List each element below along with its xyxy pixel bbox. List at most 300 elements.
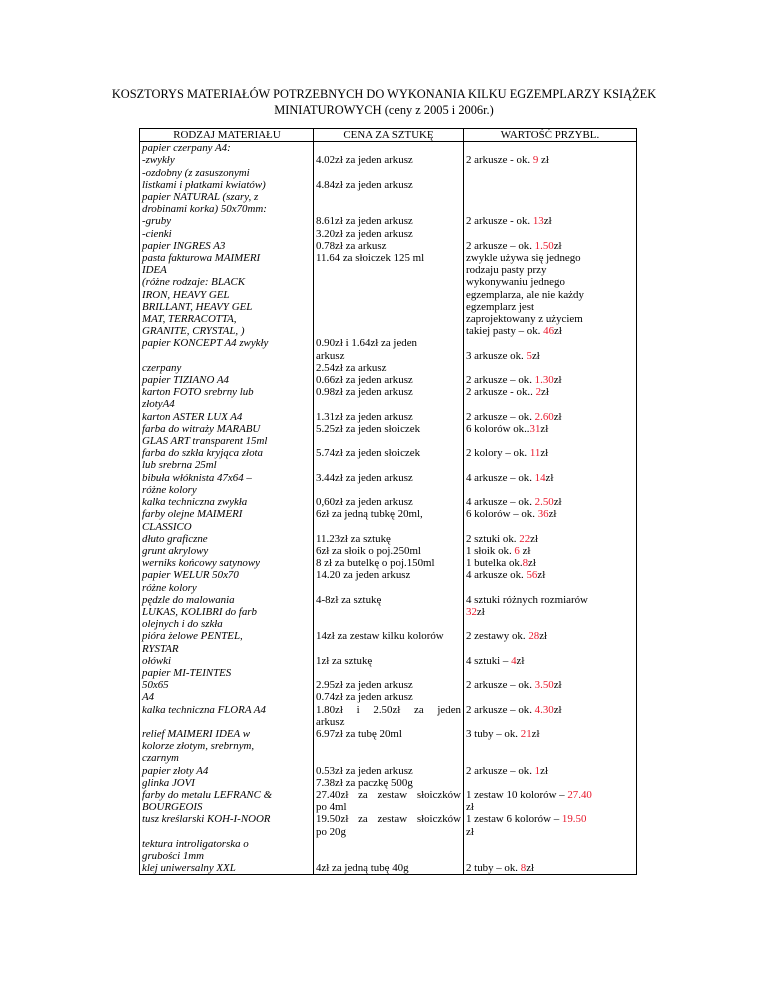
value-cell	[464, 789, 636, 813]
table-row	[139, 789, 637, 813]
value-line	[466, 630, 634, 642]
value-line	[466, 447, 634, 459]
price-line	[316, 643, 461, 655]
material-line: farba do witraży MARABU	[142, 422, 261, 435]
price-line: 2.95zł za jeden arkusz	[316, 679, 413, 692]
price-line	[316, 203, 461, 215]
value-text: zł	[553, 374, 562, 387]
value-line	[466, 301, 634, 313]
material-cell	[140, 533, 314, 545]
value-line	[466, 435, 634, 447]
material-cell	[140, 337, 314, 374]
value-line	[466, 594, 634, 606]
material-line: MAT, TERRACOTTA,	[142, 313, 237, 326]
material-cell	[140, 594, 314, 631]
price-line	[316, 289, 461, 301]
price-cell	[314, 447, 464, 471]
value-text: zł	[539, 630, 548, 643]
price-cell	[314, 374, 464, 386]
value-text: 2 tuby – ok.	[466, 862, 521, 875]
value-text: zł	[553, 410, 562, 423]
value-text: 4 arkusze – ok.	[466, 471, 535, 484]
material-line: papier TIZIANO A4	[142, 374, 229, 387]
material-cell	[140, 655, 314, 667]
value-line	[466, 582, 634, 594]
material-cell	[140, 496, 314, 508]
price-cell	[314, 704, 464, 728]
value-text: wykonywaniu jednego	[466, 276, 565, 289]
price-line: 0,60zł za jeden arkusz	[316, 496, 413, 509]
value-text: 4 arkusze – ok.	[466, 496, 535, 509]
material-cell	[140, 728, 314, 765]
value-cell	[464, 496, 636, 508]
value-line	[466, 374, 634, 386]
material-cell	[140, 508, 314, 532]
price-line: po 4ml	[316, 801, 347, 814]
price-line: 19.50zł za zestaw słoiczków	[316, 813, 461, 826]
price-cell	[314, 142, 464, 191]
material-line: farby do metalu LEFRANC &	[142, 788, 273, 801]
price-line: 0.78zł za arkusz	[316, 239, 387, 252]
value-text: 2 arkusze – ok.	[466, 374, 535, 387]
price-line	[316, 740, 461, 752]
value-line	[466, 350, 634, 362]
material-line: pasta fakturowa MAIMERI	[142, 252, 261, 265]
material-line: papier MI-TEINTES	[142, 666, 232, 679]
price-line: 4zł za jedną tubę 40g	[316, 862, 409, 875]
value-text: 2 arkusze – ok.	[466, 679, 535, 692]
value-line	[466, 423, 634, 435]
price-cell	[314, 337, 464, 374]
value-line	[466, 252, 634, 264]
material-line: papier złoty A4	[142, 764, 209, 777]
material-cell	[140, 630, 314, 654]
price-line	[316, 459, 461, 471]
price-line: 6zł za jedną tubkę 20ml,	[316, 508, 423, 521]
amount-value: 1.30	[534, 374, 554, 387]
value-cell	[464, 728, 636, 765]
value-text: zł	[537, 569, 546, 582]
value-text: 3 tuby – ok.	[466, 727, 521, 740]
document-title	[60, 86, 708, 118]
value-line	[466, 337, 634, 349]
amount-value: 6	[514, 544, 520, 557]
table-row	[139, 386, 637, 410]
value-text: 2 arkusze - ok.	[466, 154, 533, 167]
value-line	[466, 508, 634, 520]
material-line: relief MAIMERI IDEA w	[142, 727, 250, 740]
value-line	[466, 484, 634, 496]
value-text: zł	[526, 862, 535, 875]
material-cell	[140, 704, 314, 728]
value-text: zł	[530, 532, 539, 545]
value-line	[466, 752, 634, 764]
price-line: 8.61zł za jeden arkusz	[316, 215, 413, 228]
amount-value: 8	[520, 862, 527, 875]
material-cell	[140, 386, 314, 410]
price-line: 3.20zł za jeden arkusz	[316, 227, 413, 240]
table-row	[139, 704, 637, 728]
value-cell	[464, 252, 636, 337]
amount-value: 1	[534, 764, 541, 777]
price-line	[316, 191, 461, 203]
value-text: 2 arkusze – ok.	[466, 239, 535, 252]
value-text: zł	[466, 801, 474, 814]
price-line: 5.25zł za jeden słoiczek	[316, 422, 421, 435]
amount-value: 4.30	[534, 703, 554, 716]
price-cell	[314, 765, 464, 777]
table-row	[139, 411, 637, 423]
value-line	[466, 472, 634, 484]
material-line: RYSTAR	[142, 642, 179, 655]
value-cell	[464, 447, 636, 471]
material-line: różne kolory	[142, 483, 197, 496]
value-text: 1 słoik ok.	[466, 544, 515, 557]
amount-value: 27.40	[567, 788, 592, 801]
material-line: IDEA	[142, 264, 167, 277]
price-line	[316, 398, 461, 410]
value-text: zł	[531, 349, 540, 362]
amount-value: 5	[526, 349, 532, 362]
price-cell	[314, 508, 464, 532]
price-line	[316, 142, 461, 154]
material-cell	[140, 374, 314, 386]
table-row	[139, 557, 637, 569]
material-cell	[140, 838, 314, 862]
material-line: grubości 1mm	[142, 849, 205, 862]
price-line	[316, 850, 461, 862]
material-line: karton ASTER LUX A4	[142, 410, 243, 423]
price-cell	[314, 655, 464, 667]
material-cell	[140, 569, 314, 593]
price-cell	[314, 813, 464, 837]
value-cell	[464, 508, 636, 532]
value-text: zł	[545, 471, 554, 484]
price-cell	[314, 240, 464, 252]
value-text: zł	[554, 325, 562, 338]
value-cell	[464, 777, 636, 789]
value-text: 3 arkusze ok.	[466, 349, 527, 362]
value-line	[466, 191, 634, 203]
value-line	[466, 679, 634, 691]
material-line: różne kolory	[142, 581, 197, 594]
value-text: 4 arkusze ok.	[466, 569, 527, 582]
price-line	[316, 301, 461, 313]
table-row	[139, 533, 637, 545]
price-cell	[314, 728, 464, 765]
material-line: drobinami korka) 50x70mm:	[142, 203, 267, 216]
table-row	[139, 191, 637, 240]
amount-value: 32	[466, 605, 477, 618]
value-text: 1 zestaw 10 kolorów –	[466, 788, 568, 801]
table-row	[139, 374, 637, 386]
price-cell	[314, 789, 464, 813]
table-row	[139, 813, 637, 837]
value-text: zwykle używa się jednego	[466, 252, 581, 265]
value-cell	[464, 386, 636, 410]
value-text: zł	[548, 508, 557, 521]
price-line	[316, 435, 461, 447]
value-line	[466, 142, 634, 154]
table-row	[139, 508, 637, 532]
header-value: WARTOŚĆ PRZYBL.	[500, 129, 600, 141]
material-cell	[140, 240, 314, 252]
price-line: 27.40zł za zestaw słoiczków	[316, 788, 461, 801]
amount-value: 1.50	[534, 239, 554, 252]
value-text: takiej pasty – ok.	[466, 325, 544, 338]
value-line	[466, 850, 634, 862]
price-line: 0.74zł za jeden arkusz	[316, 691, 413, 704]
amount-value: 19.50	[561, 813, 587, 826]
table-header-row	[139, 128, 637, 142]
price-cell	[314, 411, 464, 423]
value-line	[466, 325, 634, 337]
material-line: glinka JOVI	[142, 776, 195, 789]
material-line	[142, 716, 312, 728]
value-line	[466, 533, 634, 545]
price-line: po 20g	[316, 825, 346, 838]
price-line	[316, 313, 461, 325]
cost-table	[139, 128, 637, 875]
material-line: papier WELUR 50x70	[142, 569, 239, 582]
table-row	[139, 569, 637, 593]
material-line: papier czerpany A4:	[142, 142, 231, 155]
material-line: pióra żelowe PENTEL,	[142, 630, 243, 643]
price-cell	[314, 557, 464, 569]
amount-value: 11	[529, 447, 541, 460]
price-line: 6.97zł za tubę 20ml	[316, 727, 402, 740]
value-text: 2 arkusze – ok.	[466, 703, 535, 716]
table-row	[139, 838, 637, 862]
price-line: 8 zł za butelkę o poj.150ml	[316, 557, 435, 570]
material-line: papier NATURAL (szary, z	[142, 191, 259, 204]
value-text: zł	[528, 557, 536, 570]
value-text: zł	[476, 605, 485, 618]
material-cell	[140, 765, 314, 777]
value-text: 2 zestawy ok.	[466, 630, 529, 643]
value-line	[466, 801, 634, 813]
value-line	[466, 862, 634, 874]
price-cell	[314, 630, 464, 654]
title-line-2: MINIATUROWYCH (ceny z 2005 i 2006r.)	[274, 103, 494, 117]
price-cell	[314, 777, 464, 789]
value-text: 2 arkusze - ok..	[466, 386, 536, 399]
price-line	[316, 325, 461, 337]
value-text: 1 zestaw 6 kolorów –	[466, 813, 562, 826]
value-text: zł	[538, 154, 549, 167]
value-text: zł	[531, 727, 540, 740]
material-line: LUKAS, KOLIBRI do farb	[142, 605, 257, 618]
material-line	[142, 350, 312, 362]
value-text: zł	[516, 654, 525, 667]
price-cell	[314, 533, 464, 545]
value-text: zł	[540, 422, 549, 435]
value-text: zaprojektowany z użyciem	[466, 313, 583, 326]
material-line: papier KONCEPT A4 zwykły	[142, 337, 269, 350]
table-row	[139, 655, 637, 667]
value-cell	[464, 423, 636, 447]
price-line	[316, 752, 461, 764]
material-line: olejnych i do szkła	[142, 618, 223, 631]
value-line	[466, 545, 634, 557]
price-cell	[314, 386, 464, 410]
value-line	[466, 765, 634, 777]
amount-value: 2.60	[534, 410, 554, 423]
value-text: 6 kolorów – ok.	[466, 508, 538, 521]
value-text: egzemplarza, ale nie każdy	[466, 288, 584, 301]
price-cell	[314, 838, 464, 862]
price-cell	[314, 569, 464, 593]
value-cell	[464, 838, 636, 862]
value-line	[466, 777, 634, 789]
header-material: RODZAJ MATERIAŁU	[140, 129, 314, 141]
amount-value: 22	[519, 532, 531, 545]
value-line	[466, 826, 634, 838]
price-line: 14zł za zestaw kilku kolorów	[316, 630, 444, 643]
value-line	[466, 167, 634, 179]
value-cell	[464, 862, 636, 874]
material-cell	[140, 862, 314, 874]
table-row	[139, 862, 637, 875]
price-line	[316, 521, 461, 533]
value-cell	[464, 374, 636, 386]
price-line: arkusz	[316, 715, 345, 728]
material-line: tusz kreślarski KOH-I-NOOR	[142, 813, 271, 826]
price-cell	[314, 496, 464, 508]
material-line: tektura introligatorska o	[142, 837, 249, 850]
value-line	[466, 655, 634, 667]
value-line	[466, 215, 634, 227]
material-cell	[140, 777, 314, 789]
price-line	[316, 484, 461, 496]
material-line: karton FOTO srebrny lub	[142, 386, 254, 399]
material-line: CLASSICO	[142, 520, 192, 533]
title-line-1: KOSZTORYS MATERIAŁÓW POTRZEBNYCH DO WYKONANIA KILKU EGZEMPLARZY KSIĄŻEK	[111, 87, 657, 101]
amount-value: 46	[543, 325, 555, 338]
value-text: 2 arkusze - ok.	[466, 215, 533, 228]
value-line	[466, 557, 634, 569]
material-cell	[140, 252, 314, 337]
price-line: 1.80zł i 2.50zł za jeden	[316, 703, 461, 716]
table-row	[139, 545, 637, 557]
value-text: zł	[553, 239, 562, 252]
value-cell	[464, 667, 636, 704]
amount-value: 28	[528, 630, 540, 643]
price-cell	[314, 667, 464, 704]
price-line: 6zł za słoik o poj.250ml	[316, 544, 421, 557]
material-line: ołówki	[142, 654, 172, 667]
table-row	[139, 240, 637, 252]
material-cell	[140, 667, 314, 704]
amount-value: 2	[535, 386, 542, 399]
price-line	[316, 618, 461, 630]
value-line	[466, 203, 634, 215]
material-line: BOURGEOIS	[142, 801, 203, 814]
value-line	[466, 313, 634, 325]
amount-value: 2.50	[534, 496, 554, 509]
price-line: 1zł za sztukę	[316, 654, 373, 667]
table-row	[139, 337, 637, 374]
material-line: złotyA4	[142, 398, 175, 411]
price-line: 5.74zł za jeden słoiczek	[316, 447, 421, 460]
material-line: kalka techniczna FLORA A4	[142, 703, 266, 716]
material-cell	[140, 545, 314, 557]
value-text: egzemplarz jest	[466, 300, 535, 313]
price-cell	[314, 423, 464, 447]
price-line: 4.84zł za jeden arkusz	[316, 178, 413, 191]
value-line	[466, 411, 634, 423]
value-cell	[464, 655, 636, 667]
material-line: GLAS ART transparent 15ml	[142, 435, 268, 448]
value-line	[466, 386, 634, 398]
material-line: czarnym	[142, 752, 179, 765]
material-line: -cienki	[142, 227, 172, 240]
value-text: 2 sztuki ok.	[466, 532, 520, 545]
value-line	[466, 459, 634, 471]
table-row	[139, 667, 637, 704]
value-cell	[464, 533, 636, 545]
material-cell	[140, 447, 314, 471]
price-line: 0.53zł za jeden arkusz	[316, 764, 413, 777]
value-text: 2 arkusze – ok.	[466, 764, 535, 777]
value-cell	[464, 557, 636, 569]
material-line: czerpany	[142, 361, 182, 374]
value-text: zł	[543, 215, 552, 228]
material-line	[142, 826, 312, 838]
material-cell	[140, 423, 314, 447]
material-line: farba do szkła kryjąca złota	[142, 447, 263, 460]
value-cell	[464, 594, 636, 631]
material-line: kolorze złotym, srebrnym,	[142, 740, 255, 753]
value-cell	[464, 240, 636, 252]
amount-value: 31	[529, 422, 541, 435]
value-line	[466, 179, 634, 191]
value-line	[466, 618, 634, 630]
price-line: 1.31zł za jeden arkusz	[316, 410, 413, 423]
material-line: grunt akrylowy	[142, 544, 209, 557]
material-line: BRILLANT, HEAVY GEL	[142, 300, 253, 313]
table-row	[139, 142, 637, 191]
value-line	[466, 728, 634, 740]
value-line	[466, 813, 634, 825]
value-cell	[464, 545, 636, 557]
material-line: klej uniwersalny XXL	[142, 862, 236, 875]
material-cell	[140, 411, 314, 423]
value-line	[466, 228, 634, 240]
material-cell	[140, 472, 314, 496]
table-row	[139, 472, 637, 496]
value-text: zł	[541, 386, 549, 399]
value-line	[466, 716, 634, 728]
price-cell	[314, 472, 464, 496]
value-line	[466, 276, 634, 288]
price-cell	[314, 594, 464, 631]
price-line: 11.23zł za sztukę	[316, 532, 391, 545]
table-row	[139, 630, 637, 654]
amount-value: 13	[532, 215, 544, 228]
price-line	[316, 264, 461, 276]
price-line: 4-8zł za sztukę	[316, 593, 382, 606]
value-line	[466, 496, 634, 508]
table-row	[139, 777, 637, 789]
material-cell	[140, 789, 314, 813]
price-line: 0.90zł i 1.64zł za jeden	[316, 337, 418, 350]
price-line: 0.66zł za jeden arkusz	[316, 374, 413, 387]
value-line	[466, 289, 634, 301]
value-text: zł	[553, 703, 562, 716]
material-cell	[140, 191, 314, 240]
price-line: 7.38zł za paczkę 500g	[316, 776, 413, 789]
